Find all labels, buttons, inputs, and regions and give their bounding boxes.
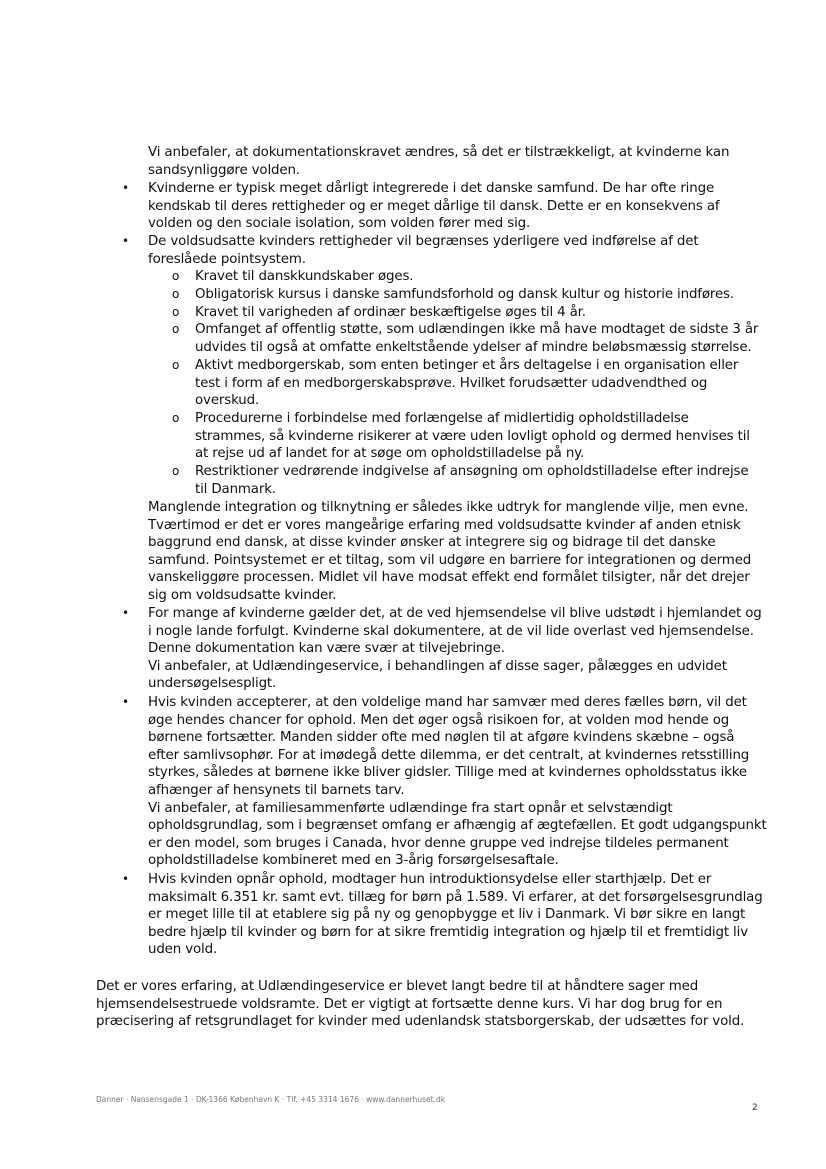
text-line: Manglende integration og tilknytning er således ikke udtryk for manglende vilje, men evne. bbox=[148, 500, 749, 515]
bullet-pointsystem bbox=[148, 233, 698, 268]
text-line: baggrund end dansk, at disse kvinder ønsker at integrere sig og bidrage til det danske bbox=[148, 535, 716, 551]
sub-bullet-marker: o bbox=[172, 305, 180, 319]
text-line: sandsynliggøre volden. bbox=[148, 162, 300, 178]
sub-item-procedures bbox=[195, 410, 750, 463]
bullet-integration bbox=[148, 180, 719, 233]
text-line: samfund. Pointsystemet er et tiltag, som vil udgøre en barriere for integrationen og dermed bbox=[148, 552, 752, 568]
text-line: Hvis kvinden opnår ophold, modtager hun introduktionsydelse eller starthjælp. Det er bbox=[148, 872, 712, 887]
text-line: overskud. bbox=[195, 393, 260, 409]
text-line: er meget lille til at etablere sig på ny og genopbygge et liv i Danmark. Vi bør sikre en langt bbox=[148, 907, 746, 923]
sub-item-support bbox=[195, 321, 758, 356]
text-line: Procedurerne i forbindelse med forlængelse af midlertidig opholdstilladelse bbox=[195, 411, 689, 426]
text-line: opholdsgrundlag, som i begrænset omfang er afhængig af ægtefællen. Et godt udgangspunkt bbox=[148, 818, 767, 834]
sub-item-restrictions bbox=[195, 463, 748, 498]
bullet-marker: • bbox=[122, 872, 130, 886]
text-line: udvides til også at omfatte enkeltstående ydelser af mindre beløbsmæssig størrelse. bbox=[195, 339, 752, 355]
sub-bullet-marker: o bbox=[172, 287, 180, 301]
text-line: præcisering af retsgrundlaget for kvinder med udenlandsk statsborgerskab, der udsættes for vold. bbox=[96, 1014, 745, 1030]
text-line: Det er vores erfaring, at Udlændingeservice er blevet langt bedre til at håndtere sager med bbox=[96, 979, 699, 994]
text-line: børnene fortsætter. Manden sidder ofte med nøglen til at afgøre kvindens skæbne – også bbox=[148, 730, 735, 746]
text-line: Omfanget af offentlig støtte, som udlændingen ikke må have modtaget de sidste 3 år bbox=[195, 322, 759, 337]
text-line: afhænger af hensynets til barnets tarv. bbox=[148, 782, 405, 798]
text-line: bedre hjælp til kvinder og børn for at sikre fremtidig integration og hjælp til et fremtidigt liv bbox=[148, 924, 748, 940]
text-line: Vi anbefaler, at familiesammenførte udlændinge fra start opnår et selvstændigt bbox=[148, 800, 673, 816]
text-line: Tværtimod er det er vores mangeårige erfaring med voldsudsatte kvinder af anden etnisk bbox=[148, 517, 741, 533]
bullet-marker: • bbox=[122, 606, 130, 620]
sub-bullet-marker: o bbox=[172, 322, 180, 336]
text-line: volden og den sociale isolation, som volden fører med sig. bbox=[148, 216, 531, 232]
text-line: efter samlivsophør. For at imødegå dette dilemma, er det centralt, at kvindernes retsstilling bbox=[148, 747, 750, 763]
text-line: uden vold. bbox=[148, 942, 218, 958]
intro-paragraph bbox=[148, 144, 729, 179]
text-line: at rejse ud af landet for at søge om opholdstilladelse på ny. bbox=[195, 446, 585, 462]
bullet-marker: • bbox=[122, 234, 130, 248]
text-line: vanskeliggøre processen. Midlet vil have modsat effekt end formålet tilsigter, når det drejer bbox=[148, 570, 750, 586]
text-line: foreslåede pointsystem. bbox=[148, 251, 306, 267]
text-line: Hvis kvinden accepterer, at den voldelige mand har samvær med deres fælles børn, vil det bbox=[148, 695, 747, 710]
bullet-custody bbox=[148, 694, 767, 870]
text-line: Kravet til varigheden af ordinær beskæftigelse øges til 4 år. bbox=[195, 305, 586, 320]
text-line: undersøgelsespligt. bbox=[148, 676, 277, 692]
footer-address: Danner · Nansensgade 1 · DK-1366 København K · Tlf. +45 3314 1676 · www.dannerhuset.dk bbox=[96, 1095, 446, 1104]
text-line: strammes, så kvinderne risikerer at være uden lovligt ophold og dermed henvises til bbox=[195, 428, 750, 444]
text-line: opholdstilladelse kombineret med en 3-årig forsørgelsesaftale. bbox=[148, 853, 559, 869]
bullet-marker: • bbox=[122, 695, 130, 709]
text-line: styrkes, således at børnene ikke bliver gidsler. Tillige med at kvindernes opholdsstatus ikke bbox=[148, 765, 747, 781]
sub-bullet-marker: o bbox=[172, 411, 180, 425]
sub-item-citizenship bbox=[195, 357, 738, 410]
bullet-deportation bbox=[148, 605, 762, 693]
text-line: Restriktioner vedrørende indgivelse af ansøgning om opholdstilladelse efter indrejse bbox=[195, 464, 749, 479]
text-line: er den model, som bruges i Canada, hvor denne gruppe ved indrejse tildeles permanent bbox=[148, 835, 729, 851]
bullet-marker: • bbox=[122, 181, 130, 195]
text-line: øge hendes chancer for ophold. Men det øger også risikoen for, at volden mod hende og bbox=[148, 712, 730, 728]
sub-item-employment bbox=[195, 304, 586, 322]
sub-bullet-marker: o bbox=[172, 269, 180, 283]
text-line: For mange af kvinderne gælder det, at de ved hjemsendelse vil blive udstødt i hjemlandet og bbox=[148, 606, 762, 621]
text-line: De voldsudsatte kvinders rettigheder vil begrænses yderligere ved indførelse af det bbox=[148, 234, 699, 249]
page-number: 2 bbox=[752, 1103, 758, 1113]
sub-item-course bbox=[195, 286, 734, 304]
text-line: test i form af en medborgerskabsprøve. Hvilket forudsætter udadvendthed og bbox=[195, 375, 708, 391]
text-line: Vi anbefaler, at Udlændingeservice, i behandlingen af disse sager, pålægges en udvidet bbox=[148, 658, 727, 674]
sub-bullet-marker: o bbox=[172, 358, 180, 372]
text-line: Obligatorisk kursus i danske samfundsforhold og dansk kultur og historie indføres. bbox=[195, 287, 734, 302]
text-line: Vi anbefaler, at dokumentationskravet ændres, så det er tilstrækkeligt, at kvinderne kan bbox=[148, 145, 730, 160]
sub-bullet-marker: o bbox=[172, 464, 180, 478]
text-line: kendskab til deres rettigheder og er meget dårlige til dansk. Dette er en konsekvens af bbox=[148, 198, 720, 214]
text-line: i nogle lande forfulgt. Kvinderne skal dokumentere, at de vil lide overlast ved hjemsendelse. bbox=[148, 623, 754, 639]
text-line: Kravet til danskkundskaber øges. bbox=[195, 269, 414, 284]
integration-paragraph bbox=[148, 499, 751, 605]
text-line: til Danmark. bbox=[195, 481, 276, 497]
closing-paragraph bbox=[96, 978, 744, 1031]
text-line: Denne dokumentation kan være svær at tilvejebringe. bbox=[148, 641, 505, 657]
sub-item-danish bbox=[195, 268, 413, 286]
text-line: hjemsendelsestruede voldsramte. Det er vigtigt at fortsætte denne kurs. Vi har dog brug for en bbox=[96, 996, 723, 1012]
text-line: maksimalt 6.351 kr. samt evt. tillæg for børn på 1.589. Vi erfarer, at det forsørgelsesgrundlag bbox=[148, 889, 763, 905]
text-line: Aktivt medborgerskab, som enten betinger et års deltagelse i en organisation eller bbox=[195, 358, 739, 373]
bullet-benefits bbox=[148, 871, 763, 959]
text-line: Kvinderne er typisk meget dårligt integrerede i det danske samfund. De har ofte ringe bbox=[148, 181, 715, 196]
text-line: sig om voldsudsatte kvinder. bbox=[148, 587, 337, 603]
